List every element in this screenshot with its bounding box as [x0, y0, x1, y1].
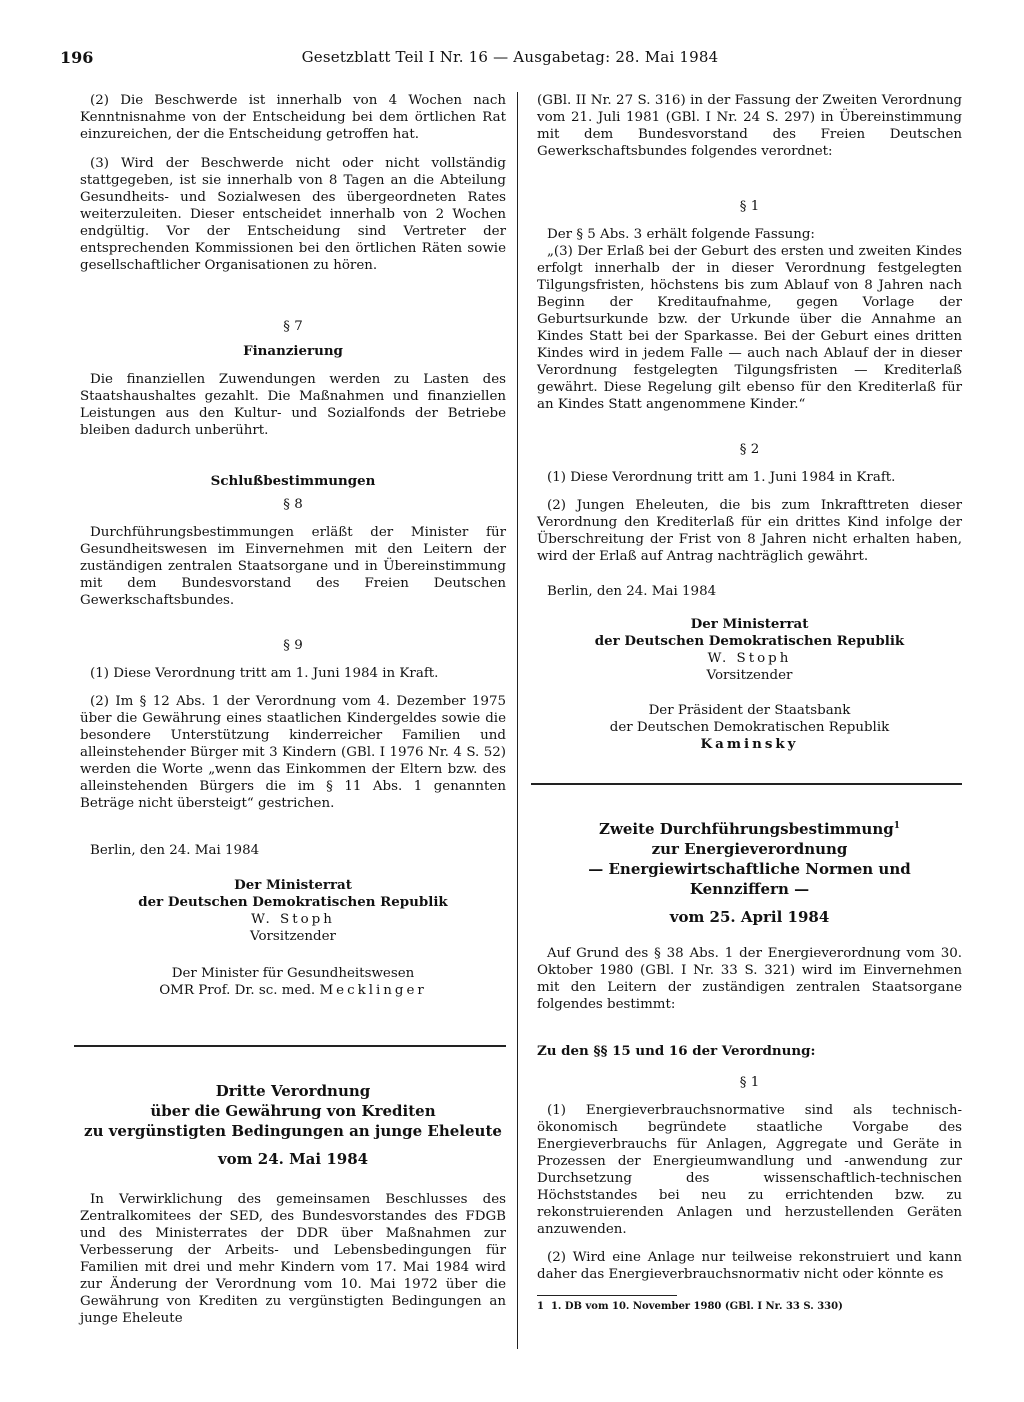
section-title: Schlußbestimmungen: [210, 473, 376, 489]
decree-title: über die Gewährung von Krediten: [150, 1102, 436, 1120]
paragraph: Durchführungsbestimmungen erläßt der Minister für Gesundheitswesen im Einvernehmen mit den Leitern der zuständigen zentralen Staatsorgane und in Übereinstimmung mit dem Bundesvorstand des Freien Deutschen Gewerkschaftsbundes.: [80, 525, 506, 608]
db-title: zur Energieverordnung: [651, 840, 848, 858]
section-number: § 1: [739, 1075, 760, 1090]
section-number: § 2: [739, 442, 760, 457]
paragraph: (3) Wird der Beschwerde nicht oder nicht vollständig stattgegeben, ist sie innerhalb von 8 Tagen an die Abteilung Gesundheits- und Sozialwesen des übergeordneten Rates weiterzuleiten. Dieser entscheidet innerhalb von 2 Wochen endgültig. Vor der Entscheidung sind Vertreter der entsprechenden Kommissionen bei den örtlichen Räten sowie gesellschaftlicher Organisationen zu hören.: [80, 156, 506, 273]
signature-body: Der Ministerrat: [690, 616, 809, 632]
page-header: [60, 48, 960, 72]
subheading: Zu den §§ 15 und 16 der Verordnung:: [537, 1043, 816, 1059]
footnote-number: 1: [537, 1301, 544, 1312]
signature-name: W. Stoph: [251, 912, 335, 927]
db-title: [537, 819, 962, 839]
paragraph: (1) Diese Verordnung tritt am 1. Juni 1984 in Kraft.: [547, 470, 896, 485]
place-date: Berlin, den 24. Mai 1984: [90, 843, 260, 858]
section-separator: [531, 783, 962, 785]
signature-bank: der Deutschen Demokratischen Republik: [609, 720, 890, 735]
signature-role: Vorsitzender: [706, 668, 793, 683]
paragraph: (2) Jungen Eheleuten, die bis zum Inkrafttreten dieser Verordnung den Krediterlaß für ein drittes Kind infolge der Überschreitung der Frist von 8 Jahren nicht erhalten haben, wird der Erlaß auf Antrag nachträglich gewährt.: [537, 498, 962, 564]
paragraph: (2) Wird eine Anlage nur teilweise rekonstruiert und kann daher das Energieverbrauchsnormativ nicht oder könnte es: [537, 1250, 962, 1282]
db-title-text: Zweite Durchführungsbestimmung: [599, 820, 894, 838]
signature-bank: Der Präsident der Staatsbank: [648, 703, 851, 718]
decree-title: zu vergünstigten Bedingungen an junge Eheleute: [84, 1122, 502, 1140]
paragraph: (GBl. II Nr. 27 S. 316) in der Fassung der Zweiten Verordnung vom 21. Juli 1981 (GBl. I Nr. 24 S. 297) in Übereinstimmung mit dem Bundesvorstand des Freien Deutschen Gewerkschaftsbundes folgendes verordnet:: [537, 93, 962, 159]
signature-minister: Der Minister für Gesundheitswesen: [171, 966, 415, 981]
db-title: — Energiewirtschaftliche Normen und Kennziffern —: [588, 860, 911, 898]
signature-body: der Deutschen Demokratischen Republik: [138, 894, 448, 910]
decree-date: vom 24. Mai 1984: [217, 1150, 369, 1168]
paragraph: Der § 5 Abs. 3 erhält folgende Fassung:: [547, 227, 815, 242]
left-column: [80, 92, 506, 1327]
signature-body: Der Ministerrat: [234, 877, 352, 893]
page-header-title: Gesetzblatt Teil I Nr. 16 — Ausgabetag: 28. Mai 1984: [301, 48, 719, 66]
signature-body: der Deutschen Demokratischen Republik: [594, 633, 905, 649]
signature-name: W. Stoph: [707, 651, 792, 666]
section-separator: [74, 1045, 506, 1047]
signature-role: Vorsitzender: [250, 929, 336, 944]
footnote-marker: 1: [893, 821, 900, 831]
signature-name: Kaminsky: [700, 736, 799, 752]
right-column: [537, 92, 962, 1313]
footnote: [537, 1300, 962, 1313]
place-date: Berlin, den 24. Mai 1984: [547, 584, 717, 599]
paragraph: (1) Energieverbrauchsnormative sind als technisch-ökonomisch begründete staatliche Vorgabe des Energieverbrauchs für Anlagen, Aggregate und Geräte in Prozessen der Energieumwandlung und -anwendung zur Durchsetzung des wissenschaftlich-technischen Höchststandes bei neu zu errichtenden bzw. zu rekonstruierenden Anlagen und herzustellenden Geräten anzuwenden.: [537, 1103, 962, 1237]
decree-title: Dritte Verordnung: [215, 1082, 371, 1100]
signature-surname: Mecklinger: [319, 983, 427, 998]
paragraph: Die finanziellen Zuwendungen werden zu Lasten des Staatshaushaltes gezahlt. Die Maßnahmen und finanziellen Leistungen aus den Kultur- und Sozialfonds der Betriebe bleiben dadurch unberührt.: [80, 372, 506, 438]
section-number: § 1: [739, 199, 760, 214]
paragraph: (2) Die Beschwerde ist innerhalb von 4 Wochen nach Kenntnisnahme von der Entscheidung bei dem örtlichen Rat einzureichen, der die Entscheidung getroffen hat.: [80, 93, 506, 142]
section-number: § 9: [283, 638, 303, 653]
section-number: § 7: [283, 319, 303, 334]
page-number: 196: [60, 48, 94, 67]
signature-prefix: OMR Prof. Dr. sc. med.: [159, 983, 316, 998]
db-date: vom 25. April 1984: [669, 908, 830, 926]
paragraph: (1) Diese Verordnung tritt am 1. Juni 1984 in Kraft.: [90, 666, 439, 681]
footnote-rule: [537, 1295, 677, 1296]
footnote-text: 1. DB vom 10. November 1980 (GBl. I Nr. 33 S. 330): [550, 1301, 843, 1312]
paragraph: „(3) Der Erlaß bei der Geburt des ersten und zweiten Kindes erfolgt innerhalb der in dieser Verordnung festgelegten Tilgungsfristen, höchstens bis zum Ablauf von 8 Jahren nach Beginn der Kreditaufnahme, gegen Vorlage der Geburtsurkunde bzw. der Urkunde über die Annahme an Kindes Statt bei der Sparkasse. Bei der Geburt eines dritten Kindes wird in jedem Falle — auch nach Ablauf der in dieser Verordnung festgelegten Tilgungsfristen — Krediterlaß gewährt. Diese Regelung gilt ebenso für den Krediterlaß für an Kindes Statt angenommene Kinder.“: [537, 244, 962, 412]
paragraph: (2) Im § 12 Abs. 1 der Verordnung vom 4. Dezember 1975 über die Gewährung eines staatlichen Kindergeldes sowie die besondere Unterstützung kinderreicher Familien und alleinstehender Bürger mit 3 Kindern (GBl. I 1976 Nr. 4 S. 52) werden die Worte „wenn das Einkommen der Eltern bzw. des alleinstehenden Bürgers die im § 11 Abs. 1 genannten Beträge nicht übersteigt“ gestrichen.: [80, 694, 506, 811]
section-title: Finanzierung: [243, 343, 343, 359]
paragraph: Auf Grund des § 38 Abs. 1 der Energieverordnung vom 30. Oktober 1980 (GBl. I Nr. 33 S. 321) wird im Einvernehmen mit den Leitern der zuständigen zentralen Staatsorgane folgendes bestimmt:: [537, 946, 962, 1012]
paragraph: In Verwirklichung des gemeinsamen Beschlusses des Zentralkomitees der SED, des Bundesvorstandes des FDGB und des Ministerrates der DDR über Maßnahmen zur Verbesserung der Arbeits- und Lebensbedingungen für Familien mit drei und mehr Kindern vom 17. Mai 1984 wird zur Änderung der Verordnung vom 10. Mai 1972 über die Gewährung von Krediten zu vergünstigten Bedingungen an junge Eheleute: [80, 1192, 506, 1326]
section-number: § 8: [283, 497, 303, 512]
signature-name: [80, 982, 506, 999]
column-divider: [517, 92, 518, 1349]
